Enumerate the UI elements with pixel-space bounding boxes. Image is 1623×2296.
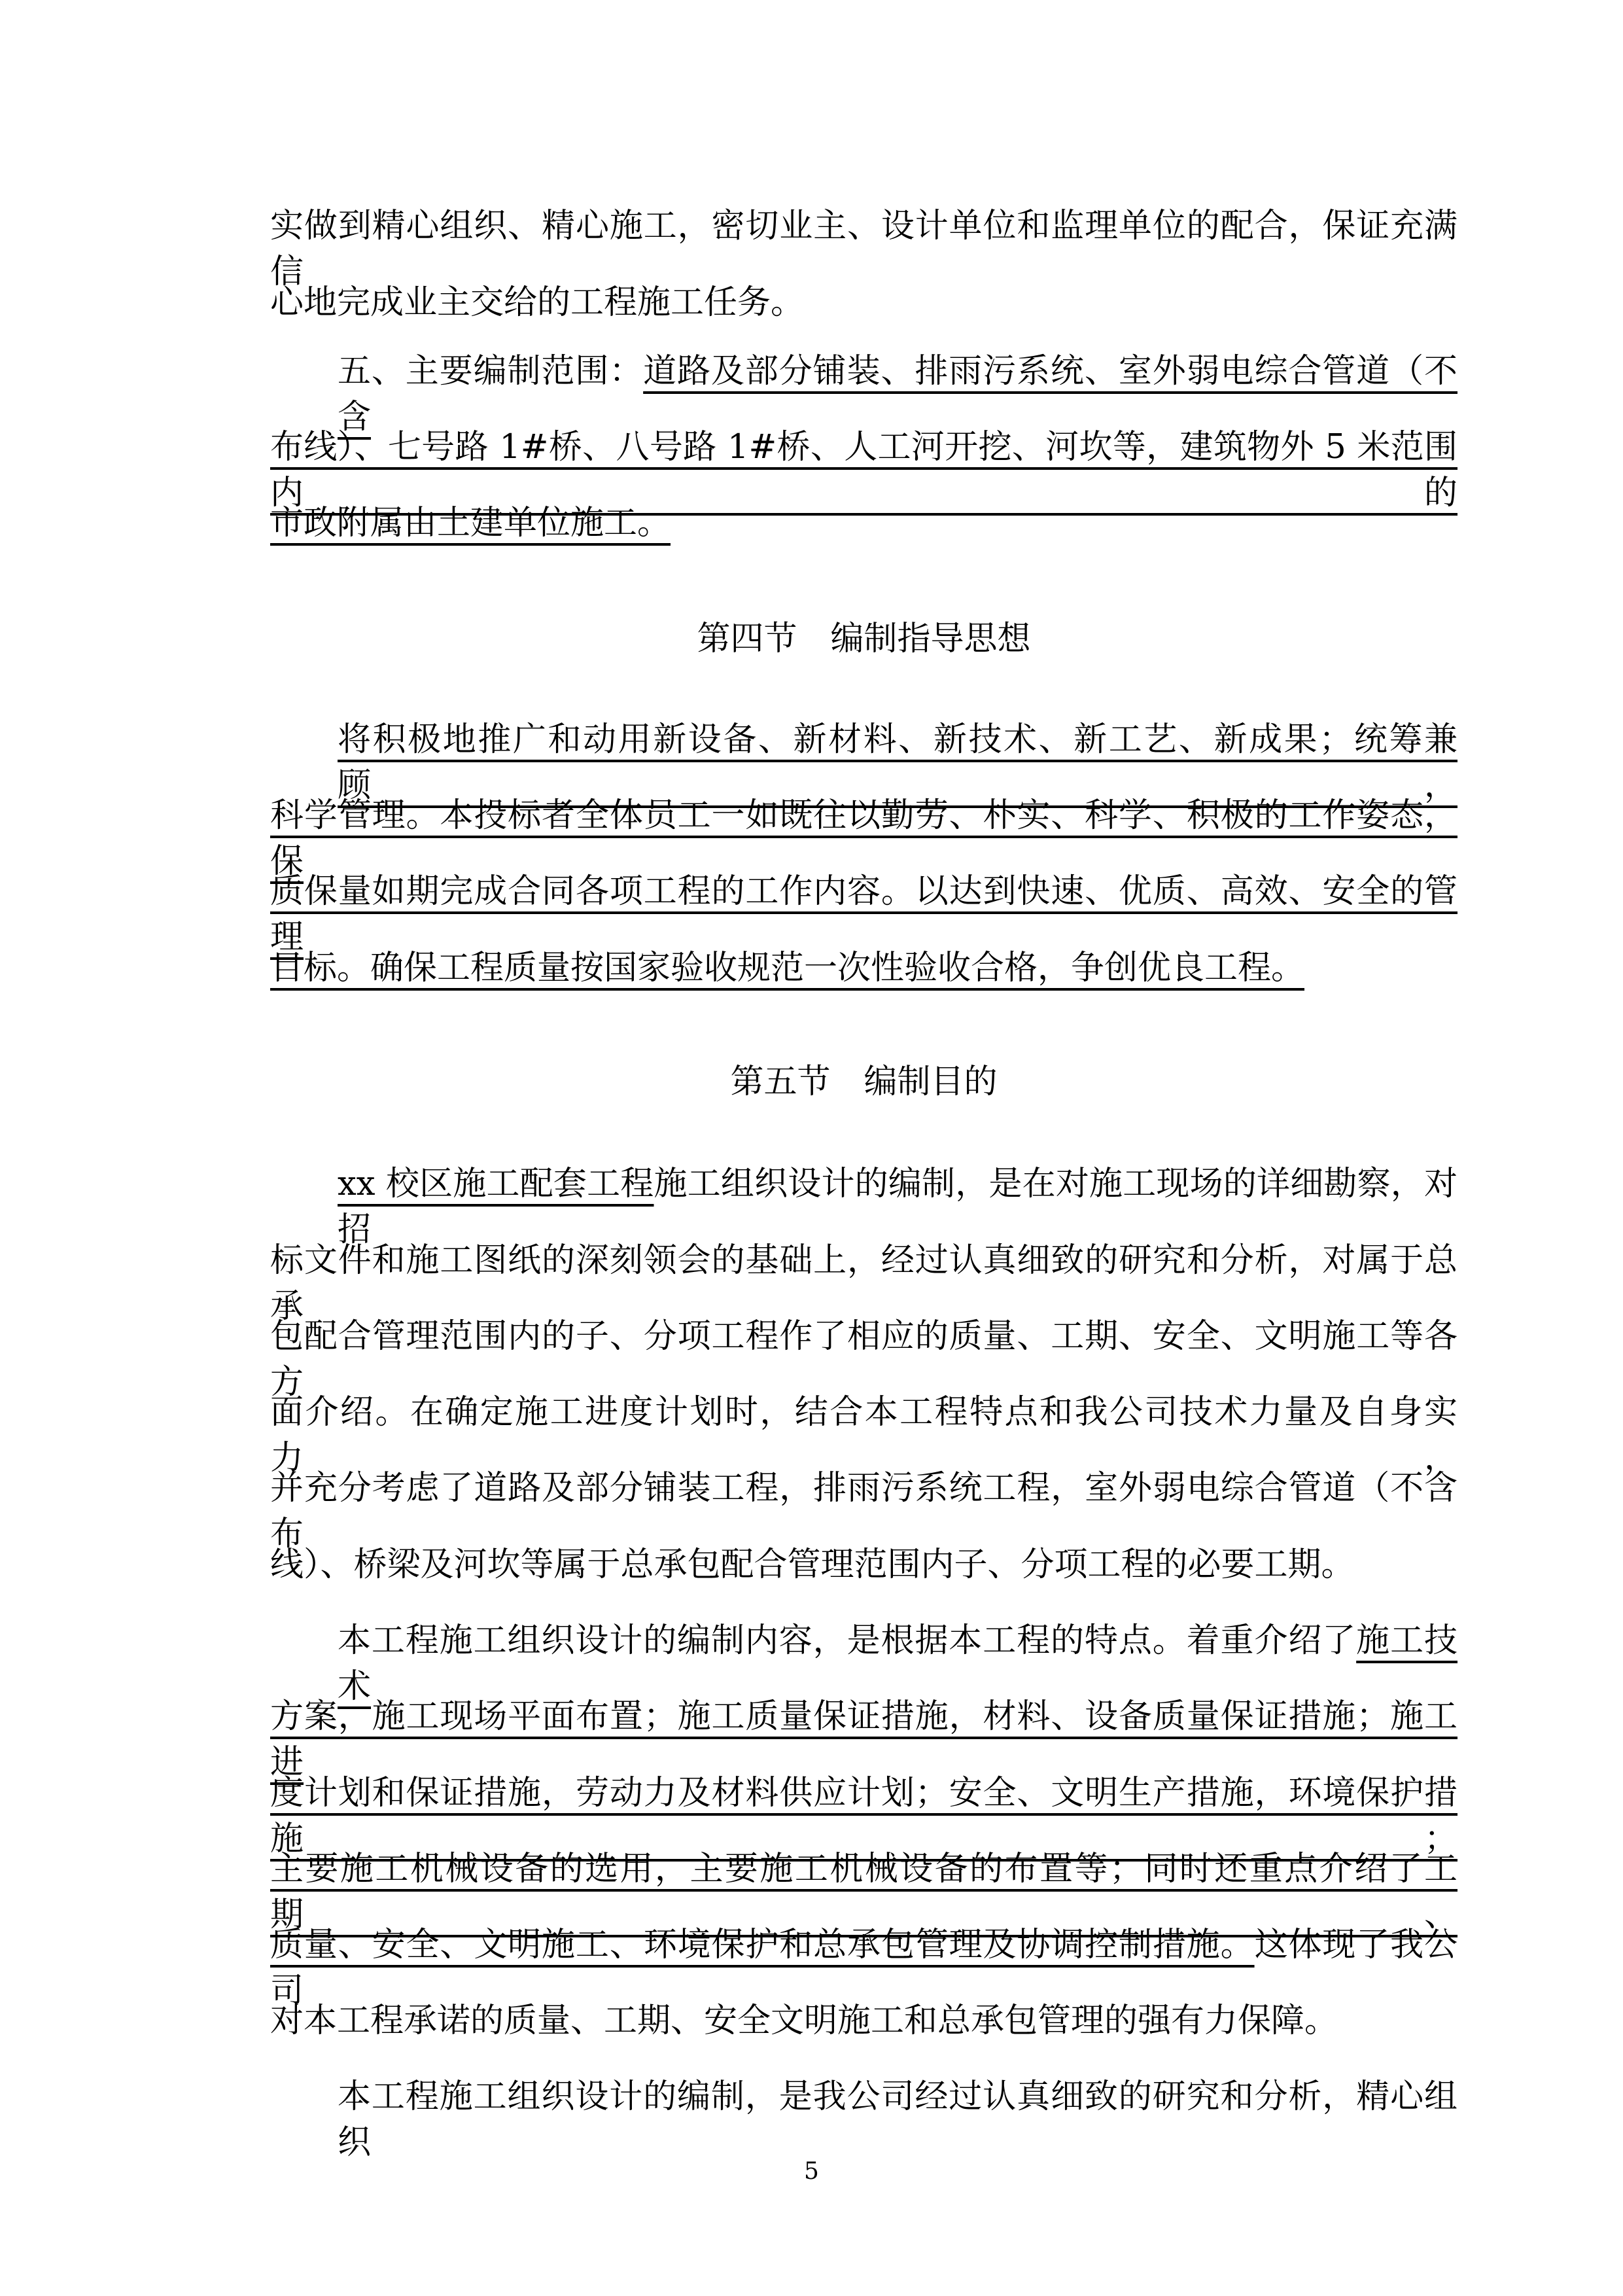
text-segment: 并充分考虑了道路及部分铺装工程，排雨污系统工程，室外弱电综合管道（不含布 <box>270 1469 1457 1553</box>
underlined-text: xx 校区施工配套工程 <box>338 1165 654 1203</box>
section-heading <box>270 1059 1457 1105</box>
text-segment: 对本工程承诺的质量、工期、安全文明施工和总承包管理的强有力保障。 <box>270 2002 1338 2040</box>
text-line <box>270 1542 1457 1588</box>
text-line <box>270 945 1457 991</box>
text-segment: 五、主要编制范围： <box>338 352 644 391</box>
underlined-text: 市政附属由土建单位施工。 <box>270 504 671 542</box>
underlined-text: 度计划和保证措施，劳动力及材料供应计划；安全、文明生产措施，环境保护措施； <box>270 1774 1457 1858</box>
text-segment: 心地完成业主交给的工程施工任务。 <box>270 283 805 322</box>
text-segment: 标文件和施工图纸的深刻领会的基础上，经过认真细致的研究和分析，对属于总承 <box>270 1241 1457 1326</box>
text-line <box>270 2074 1457 2166</box>
underlined-text: 质保量如期完成合同各项工程的工作内容。以达到快速、优质、高效、安全的管理 <box>270 872 1457 957</box>
text-segment: 线）、桥梁及河坎等属于总承包配合管理范围内子、分项工程的必要工期。 <box>270 1545 1355 1584</box>
text-segment: 第五节 编制目的 <box>730 1063 998 1101</box>
underlined-text: 道路及部分铺装、排雨污系统、室外弱电综合管道（不含 <box>338 352 1457 436</box>
page-number: 5 <box>804 2158 819 2185</box>
text-segment: 包配合管理范围内的子、分项工程作了相应的质量、工期、安全、文明施工等各方 <box>270 1317 1457 1402</box>
underlined-text: 质量、安全、文明施工、环境保护和总承包管理及协调控制措施。 <box>270 1926 1255 1964</box>
text-segment: 本工程施工组织设计的编制内容，是根据本工程的特点。着重介绍了 <box>338 1621 1357 1660</box>
section-heading <box>270 616 1457 662</box>
underlined-text: 布线）、七号路 1#桥、八号路 1#桥、人工河开挖、河坎等，建筑物外 5 米范围内的 <box>270 428 1457 512</box>
text-segment: 实做到精心组织、精心施工，密切业主、设计单位和监理单位的配合，保证充满信 <box>270 207 1457 291</box>
text-segment: 这体现了我公司 <box>270 1926 1457 2010</box>
text-segment: 第四节 编制指导思想 <box>697 620 1031 658</box>
text-segment: 本工程施工组织设计的编制，是我公司经过认真细致的研究和分析，精心组织 <box>338 2077 1457 2162</box>
underlined-text: 施工技术 <box>338 1621 1457 1706</box>
text-line <box>270 1998 1457 2044</box>
text-segment: 施工组织设计的编制，是在对施工现场的详细勘察，对招 <box>338 1165 1457 1249</box>
text-segment: 面介绍。在确定施工进度计划时，结合本工程特点和我公司技术力量及自身实力， <box>270 1393 1457 1477</box>
underlined-text: 主要施工机械设备的选用，主要施工机械设备的布置等；同时还重点介绍了工期、 <box>270 1850 1457 1934</box>
underlined-text: 科学管理。本投标者全体员工一如既往以勤劳、朴实、科学、积极的工作姿态，保 <box>270 796 1457 881</box>
underlined-text: 将积极地推广和动用新设备、新材料、新技术、新工艺、新成果；统筹兼顾， <box>338 720 1457 805</box>
underlined-text: 方案，施工现场平面布置；施工质量保证措施，材料、设备质量保证措施；施工进 <box>270 1697 1457 1782</box>
text-line <box>270 501 1457 546</box>
text-line <box>270 280 1457 326</box>
underlined-text: 目标。确保工程质量按国家验收规范一次性验收合格，争创优良工程。 <box>270 949 1305 987</box>
